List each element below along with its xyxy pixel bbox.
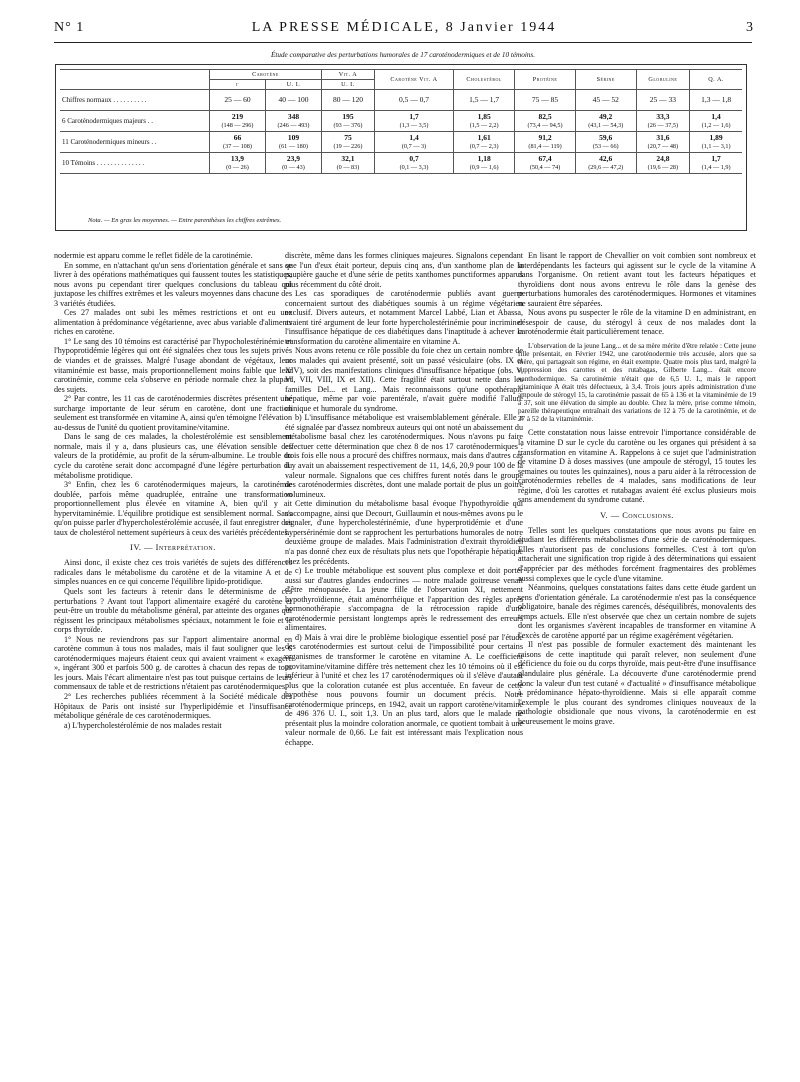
paragraph: En lisant le rapport de Chevallier on voit combien sont nombreux et interdépendants les facteurs qui agissent sur le cycle de la vitamine A dans l'organisme. On retient avant tout les facteurs hépatiques et thyroïdiens dont nous avons entrevu le rôle dans la genèse des perturbations humorales des caroténodermiques. Hormones et vitamines ne sauraient être séparées. xyxy=(518,251,756,308)
cell-mean: 13,9 xyxy=(230,154,245,164)
paragraph: 2° Par contre, les 11 cas de caroténodermies discrètes présentent une surcharge importante de leur sérum en carotène, dont une fraction seulement est transformée en vitamine A, ainsi qu'en témoigne l'élévation au-dessus de l'unité du quotient provitamine/vitamine. xyxy=(54,394,293,432)
section-title: Interprétation. xyxy=(155,543,216,553)
cell-range: (1,3 — 3,5) xyxy=(399,122,429,129)
row-label: Chiffres normaux . . . . . . . . . . xyxy=(60,90,210,111)
cell-range: (20,7 — 48) xyxy=(647,143,679,150)
paragraph: Néanmoins, quelques constatations faites dans cette étude gardent un sens d'orientation générale. La caroténodermie n'est pas la conséquence obligatoire, banale des régimes carencés, déséquilibrés, monovalents des temps actuels. Elle n'est observée que chez un certain nombre de sujets dont les organismes s'avèrent incapables de transformer en vitamine A l'excès de carotène apporté par un régime exagérément végétarien. xyxy=(518,583,756,640)
table-row xyxy=(60,90,742,111)
paragraph: c) Le trouble métabolique est souvent plus complexe et doit porter aussi sur d'autres glandes endocrines — notre malade goitreuse venait d'être ménopausée. La jeune fille de l'observation XI, nettement hypothyroïdienne, était aménorrhéique et l'apparition des règles après hormonothérapie s'accompagna de la rétrocession rapide d'une caroténodermie persistant longtemps après le redressement des erreurs alimentaires. xyxy=(285,566,523,633)
cell-range: (0,7 — 2,3) xyxy=(469,143,499,150)
cell-range: (93 — 376) xyxy=(333,122,363,129)
issue-number: N° 1 xyxy=(54,20,85,35)
paragraph: d) Mais à vrai dire le problème biologique essentiel posé par l'étude des caroténodermies est surtout celui de l'impossibilité pour certains organismes de transformer le carotène en vitamine A. Le coefficient provitamine/vitamine diffère très nettement chez les 10 témoins où il est inférieur à l'unité et chez les 17 caroténodermiques où il s'élève d'autant plus que la coloration cutanée est plus accentuée. En faveur de cette hypothèse nous pouvons fournir un document précis. Notre caroténodermique princeps, en 1942, avait un rapport carotène/vitamine de 496 376 U. I., soit 1,3. Un an plus tard, alors que le malade ne présentait plus la moindre coloration anormale, ce quotient tombait à une valeur normale de 0,66. Le fait est intéressant mais l'explication nous échappe. xyxy=(285,632,523,747)
paragraph: Les cas sporadiques de caroténodermie publiés avant guerre concernaient surtout des diabétiques soumis à un régime végétarien exclusif. Divers auteurs, et notamment Marcel Labbé, Lian et Abassa, avaient tiré argument de leur forte hypercholestérinémie pour incriminer l'insuffisance hépatique de ces diabétiques dans l'inaptitude à achever la transformation du carotène alimentaire en vitamine A. xyxy=(285,289,523,346)
cell-mean: 32,1 xyxy=(341,154,355,164)
table-cell xyxy=(265,153,321,174)
section-number: V. — xyxy=(600,510,620,520)
table-caption: Étude comparative des perturbations humorales de 17 caroténodermiques et de 10 témoins. xyxy=(270,51,536,59)
table-cell xyxy=(210,90,266,111)
cell-range: (50,4 — 74) xyxy=(529,164,561,171)
table-cell xyxy=(575,153,636,174)
paragraph: 3° Enfin, chez les 6 caroténodermiques majeurs, la carotinémie doublée, parfois même quadruplée, entraîne une transformation proportionnellement plus élevée en vitamine A, bien qu'il y ait hypervitaminémie. L'équilibre protidique est sensiblement normal. Sans qu'on puisse parler d'hypercholestérolémie accusée, il faut enregistrer des taux de cholestérol nettement supérieurs à ceux des variétés précédentes. xyxy=(54,480,292,537)
subheader-gamma: γ xyxy=(210,80,266,90)
cell-mean: 25 — 33 xyxy=(649,94,676,104)
cell-mean: 25 — 60 xyxy=(224,94,251,104)
paragraph: Ces 27 malades ont subi les mêmes restrictions et ont eu une alimentation à prédominance végétarienne, avec abus variable d'aliments riches en carotène. xyxy=(54,308,292,337)
paragraph: 1° Le sang des 10 témoins est caractérisé par l'hypocholestérinémie et l'hypoprotidémie légères qui ont été signalées chez tous les sujets privés de viandes et de graisses. Malgré l'usage abondant de végétaux, leur vitaminémie est basse, mais proportionnellement moins faible que leur carotinémie, comme cela s'observe en période normale chez la plupart des sujets. xyxy=(54,336,292,394)
paragraph: Dans le sang de ces malades, la cholestérolémie est sensiblement normale, mais il y a, dans plusieurs cas, une élévation sensible des valeurs de la protidémie, au profit de la sérum-albumine. Le trouble du cycle du carotène serait donc accompagné d'une légère perturbation du métabolisme protidique. xyxy=(54,432,292,480)
cell-range: (0,9 — 1,6) xyxy=(469,164,499,171)
table-cell xyxy=(454,132,515,153)
cell-range: (53 — 66) xyxy=(592,143,619,150)
cell-mean: 40 — 100 xyxy=(278,94,309,104)
subheader-vita-ui: U. I. xyxy=(321,80,374,90)
cell-range: (61 — 180) xyxy=(279,143,308,150)
cell-range: (43,1 — 54,3) xyxy=(588,122,624,129)
row-label: 10 Témoins . . . . . . . . . . . . . . xyxy=(60,153,210,174)
cell-range: (1,4 — 1,9) xyxy=(701,164,731,171)
cell-mean: 1,4 xyxy=(711,112,721,122)
paragraph: Quels sont les facteurs à retenir dans le déterminisme de ces perturbations ? Avant tout l'apport alimentaire exagéré du carotène et peut-être un trouble du métabolisme général, par atteinte des organes qui régissent les principaux métabolismes spéciaux, notamment le foie et le corps thyroïde. xyxy=(54,586,292,635)
table-cell xyxy=(690,132,742,153)
table-cell xyxy=(636,153,690,174)
cell-mean: 49,2 xyxy=(599,112,613,122)
table-cell xyxy=(515,111,576,132)
section-heading-v xyxy=(518,511,756,521)
cell-mean: 66 xyxy=(233,133,242,143)
cell-mean: 67,4 xyxy=(538,154,552,164)
column-1 xyxy=(54,251,292,730)
cell-range: (73,4 — 94,5) xyxy=(527,122,563,129)
table-row xyxy=(60,153,742,174)
cell-range: (1,5 — 2,2) xyxy=(469,122,499,129)
col-header-carotene: Carotène xyxy=(210,70,322,80)
table-cell xyxy=(210,111,266,132)
table-row xyxy=(60,111,742,132)
table-cell xyxy=(690,90,742,111)
table-cell xyxy=(265,111,321,132)
cell-range: (0,1 — 3,3) xyxy=(399,164,429,171)
cell-mean: 0,7 xyxy=(409,154,419,164)
row-label-header xyxy=(60,70,210,90)
table-cell xyxy=(321,153,374,174)
cell-mean: 1,61 xyxy=(477,133,491,143)
cell-mean: 1,18 xyxy=(477,154,491,164)
table-cell xyxy=(515,132,576,153)
cell-range: (29,6 — 47,2) xyxy=(588,164,624,171)
cell-mean: 59,6 xyxy=(599,133,613,143)
paragraph: a) L'hypercholestérolémie de nos malades restait xyxy=(64,720,222,730)
table-cell xyxy=(690,153,742,174)
table-cell xyxy=(515,153,576,174)
table-cell xyxy=(374,153,453,174)
cell-range: (26 — 37,5) xyxy=(647,122,679,129)
col-header-proteine: Protéine xyxy=(515,70,576,90)
col-header-vita: Vit. A xyxy=(321,70,374,80)
table-row xyxy=(60,132,742,153)
table-cell xyxy=(636,132,690,153)
cell-mean: 1,3 — 1,8 xyxy=(701,94,732,104)
section-title: Conclusions. xyxy=(622,510,674,520)
paragraph: Cette diminution du métabolisme basal évoque l'hypothyroïdie qui s'accompagne, ainsi que Decourt, Guillaumin et nous-mêmes avons pu le signaler, d'une hypercholestérinémie, d'une hyperprotidémie et d'une hypersérinémie dont se rapprochent les perturbations humorales de notre deuxième groupe de malades. Mais l'administration d'extrait thyroïdien n'a pas donné chez eux de résultats plus nets que l'opothérapie hépatique chez les précédents. xyxy=(285,499,523,566)
cell-range: (0 — 43) xyxy=(282,164,305,171)
cell-range: (19,6 — 28) xyxy=(647,164,679,171)
cell-range: (19 — 226) xyxy=(333,143,363,150)
cell-range: (0,7 — 3) xyxy=(401,143,427,150)
paragraph: discrète, même dans les formes cliniques majeures. Signalons cependant que l'un d'eux était porteur, depuis cinq ans, d'un xanthome plan de la paupière gauche et d'une série de petits xanthomes punctiformes apparus plus récemment du côté droit. xyxy=(285,251,523,289)
table-cell xyxy=(210,153,266,174)
col-header-cholesterol: Cholestérol xyxy=(454,70,515,90)
cell-mean: 23,9 xyxy=(286,154,301,164)
table-cell xyxy=(575,90,636,111)
cell-mean: 31,6 xyxy=(656,133,670,143)
table-cell xyxy=(265,132,321,153)
paragraph: Nous avons pu suspecter le rôle de la vitamine D en administrant, en désespoir de cause, du stérogyl à ceux de nos malades dont la caroténodermie était particulièrement tenace. xyxy=(518,308,756,337)
table-cell xyxy=(374,132,453,153)
cell-range: (0 — 26) xyxy=(226,164,249,171)
cell-mean: 109 xyxy=(287,133,300,143)
cell-range: (1,1 — 3,1) xyxy=(701,143,731,150)
paragraph: Nous avons retenu ce rôle possible du foie chez un certain nombre de nos malades qui avaient présenté, soit un passé vésiculaire (obs. IX et XIV), soit des manifestations cliniques d'insuffisance hépatique (obs. V, VI, VII, VIII, IX et XII). Cette fragilité était surtout nette dans les familles Del... et Lang... Mais reconnaissons qu'une opothérapie hépatique, même par voie parentérale, n'avait guère modifié l'allure clinique et humorale du syndrome. xyxy=(285,346,523,413)
cell-mean: 195 xyxy=(342,112,354,122)
cell-range: (81,4 — 119) xyxy=(528,143,562,150)
col-header-carotene-vita: Carotène Vit. A xyxy=(374,70,453,90)
cell-mean: 0,5 — 0,7 xyxy=(399,94,429,104)
table-cell xyxy=(515,90,576,111)
table-cell xyxy=(575,111,636,132)
table-cell xyxy=(454,153,515,174)
observation-note: L'observation de la jeune Lang... et de sa mère mérite d'être relatée : Cette jeune fille présentait, en Février 1942, une caroténodermie très accusée, alors que sa mère, qui partageait son régime, en était exempte. Quatre mois plus tard, malgré la suppression des carottes et des rutabagas, Gilberte Lang... était encore xanthodermique. Sa carotinémie n'était que de 6,5 U. I., mais le rapport vitaminique A était très défectueux, à 3,4. Trois jours après administration d'une ampoule de stérogyl 15, la carotinémie passait de 65 à 136 et la vitaminémie de 19 à 37, soit une élévation du simple au double. Chez la mère, prise comme témoin, pareille thérapeutique entraînait des variations de 12 à 75 de la carotinémie, et de 27 à 52 de la vitaminémie. xyxy=(518,341,756,424)
table-cell xyxy=(210,132,266,153)
table-cell xyxy=(454,90,515,111)
row-label: 11 Caroténodermiques mineurs . . xyxy=(60,132,210,153)
paragraph: b) L'insuffisance métabolique est vraisemblablement générale. Elle a été signalée par d'assez nombreux auteurs qui ont noté un abaissement du métabolisme basal chez les caroténodermiques. Nous n'avons pu faire effectuer cette détermination que chez 8 de nos 17 caroténodermiques : trois fois elle nous a procuré des chiffres normaux, mais dans d'autres cas il y avait un abaissement respectivement de 11, 14,6, 20,9 pour 100 de la valeur normale. Signalons que ces chiffres furent notés dans le groupe des caroténodermies discrètes, dont une malade portait de plus un goitre volumineux. xyxy=(285,413,523,499)
cell-mean: 1,85 xyxy=(477,112,491,122)
cell-mean: 42,6 xyxy=(599,154,613,164)
column-2 xyxy=(285,251,523,747)
col-header-qa: Q. A. xyxy=(690,70,742,90)
cell-mean: 1,4 xyxy=(409,133,419,143)
paragraph: nodermie est apparu comme le reflet fidèle de la carotinémie. xyxy=(54,251,253,260)
subheader-ui: U. I. xyxy=(265,80,321,90)
cell-range: (1,2 — 1,6) xyxy=(701,122,731,129)
cell-range: (148 — 296) xyxy=(221,122,254,129)
table-cell xyxy=(321,132,374,153)
cell-range: (37 — 108) xyxy=(223,143,252,150)
cell-mean: 91,2 xyxy=(538,133,552,143)
cell-mean: 1,7 xyxy=(711,154,721,164)
cell-mean: 1,89 xyxy=(709,133,723,143)
journal-title: LA PRESSE MÉDICALE, 8 Janvier 1944 xyxy=(251,20,557,35)
page-header xyxy=(54,20,754,42)
cell-mean: 75 — 85 xyxy=(531,94,559,104)
cell-mean: 348 xyxy=(287,112,300,122)
section-number: IV. — xyxy=(130,543,153,553)
cell-mean: 45 — 52 xyxy=(592,94,619,104)
col-header-serine: Sérine xyxy=(575,70,636,90)
cell-mean: 82,5 xyxy=(538,112,552,122)
table-note: Nota. — En gras les moyennes. — Entre parenthèses les chiffres extrêmes. xyxy=(88,217,282,224)
cell-mean: 80 — 120 xyxy=(332,94,363,104)
table-cell xyxy=(374,111,453,132)
comparative-table xyxy=(55,64,747,231)
paragraph: Il n'est pas possible de formuler exactement dès maintenant les raisons de cette inaptitude qui paraît relever, non seulement d'une déficience du foie ou du corps thyroïde, mais peut-être d'une insuffisance glandulaire plus générale. La découverte d'une caroténodermie prend donc la valeur d'un test cutané « d'actualité » d'insuffisance métabolique à prédominance hépato-thyroïdienne. Mais si elle apparaît comme l'exemple le plus courant des syndromes cliniques nouveaux de la pathologie obsidionale que nous vivons, la caroténodermie en est heureusement le moins grave. xyxy=(518,640,756,726)
page-number: 3 xyxy=(746,20,754,35)
header-rule xyxy=(54,42,752,43)
paragraph: Cette constatation nous laisse entrevoir l'importance considérable de la vitamine D sur le cycle du carotène ou les organes qui président à sa transformation en vitamine A. Rappelons à ce sujet que l'administration de vitamine D à doses massives (une ampoule de stérogyl, 15 toutes les semaines ou toutes les quinzaines), nous a paru aider à la rétrocession de caroténodermies rebelles de 4 malades, sans modifications de leur régime, d'où les carottes et rutabagas avaient été exclus plusieurs mois sans amendement du syndrome cutané. xyxy=(518,428,756,505)
cell-mean: 1,5 — 1,7 xyxy=(469,94,500,104)
cell-mean: 1,7 xyxy=(409,112,419,122)
table-cell xyxy=(636,90,690,111)
cell-range: (0 — 83) xyxy=(336,164,360,171)
paragraph: 1° Nous ne reviendrons pas sur l'apport alimentaire anormal en carotène commun à tous nos malades, mais il faut souligner que les 6 caroténodermiques majeurs étaient ceux qui avaient vraiment « exagéré », ingérant 300 et parfois 500 g. de carottes à chacun des repas de tous les jours. Mais l'écart alimentaire n'est pas tout puisque certains de leurs commensaux de table et de restrictions n'étaient pas caroténodermiques. xyxy=(54,634,292,692)
table-cell xyxy=(321,111,374,132)
table-cell xyxy=(374,90,453,111)
table-cell xyxy=(321,90,374,111)
cell-mean: 33,3 xyxy=(656,112,670,122)
section-heading-iv xyxy=(54,543,292,553)
paragraph: Telles sont les quelques constatations que nous avons pu faire en étudiant les différents métabolismes d'une série de caroténodermiques. Elles n'autorisent pas de conclusions formelles. C'est à tort qu'on attacherait une signification trop rigide à des déterminations qui essaient d'apprécier par des méthodes forcément fragmentaires des problèmes aussi complexes que le cycle d'une vitamine. xyxy=(518,525,756,583)
paragraph: Ainsi donc, il existe chez ces trois variétés de sujets des différences radicales dans le métabolisme du carotène et de la vitamine A et de simples nuances en ce qui concerne l'équilibre lipido-protidique. xyxy=(54,558,292,587)
table-cell xyxy=(636,111,690,132)
column-3 xyxy=(518,251,756,726)
cell-mean: 219 xyxy=(231,112,244,122)
row-label: 6 Caroténodermiques majeurs . . xyxy=(60,111,210,132)
paragraph: En somme, en n'attachant qu'un sens d'orientation générale et sans se livrer à des opérations mathématiques qui faussent toutes les statistiques, nous avons pu cependant tirer quelques conclusions du tableau qui juxtapose les chiffres extrêmes et les valeurs moyennes dans chacune des 3 variétés étudiées. xyxy=(54,260,292,308)
cell-range: (246 — 493) xyxy=(277,122,310,129)
paragraph: 2° Les recherches publiées récemment à la Société médicale des Hôpitaux de Paris ont insisté sur l'hyperlipidémie et l'insuffisance métabolique générale de ces caroténodermiques. xyxy=(54,691,292,721)
col-header-globuline: Globuline xyxy=(636,70,690,90)
table-cell xyxy=(265,90,321,111)
cell-mean: 24,8 xyxy=(656,154,670,164)
table-cell xyxy=(454,111,515,132)
cell-mean: 75 xyxy=(344,133,352,143)
table-cell xyxy=(690,111,742,132)
table-cell xyxy=(575,132,636,153)
